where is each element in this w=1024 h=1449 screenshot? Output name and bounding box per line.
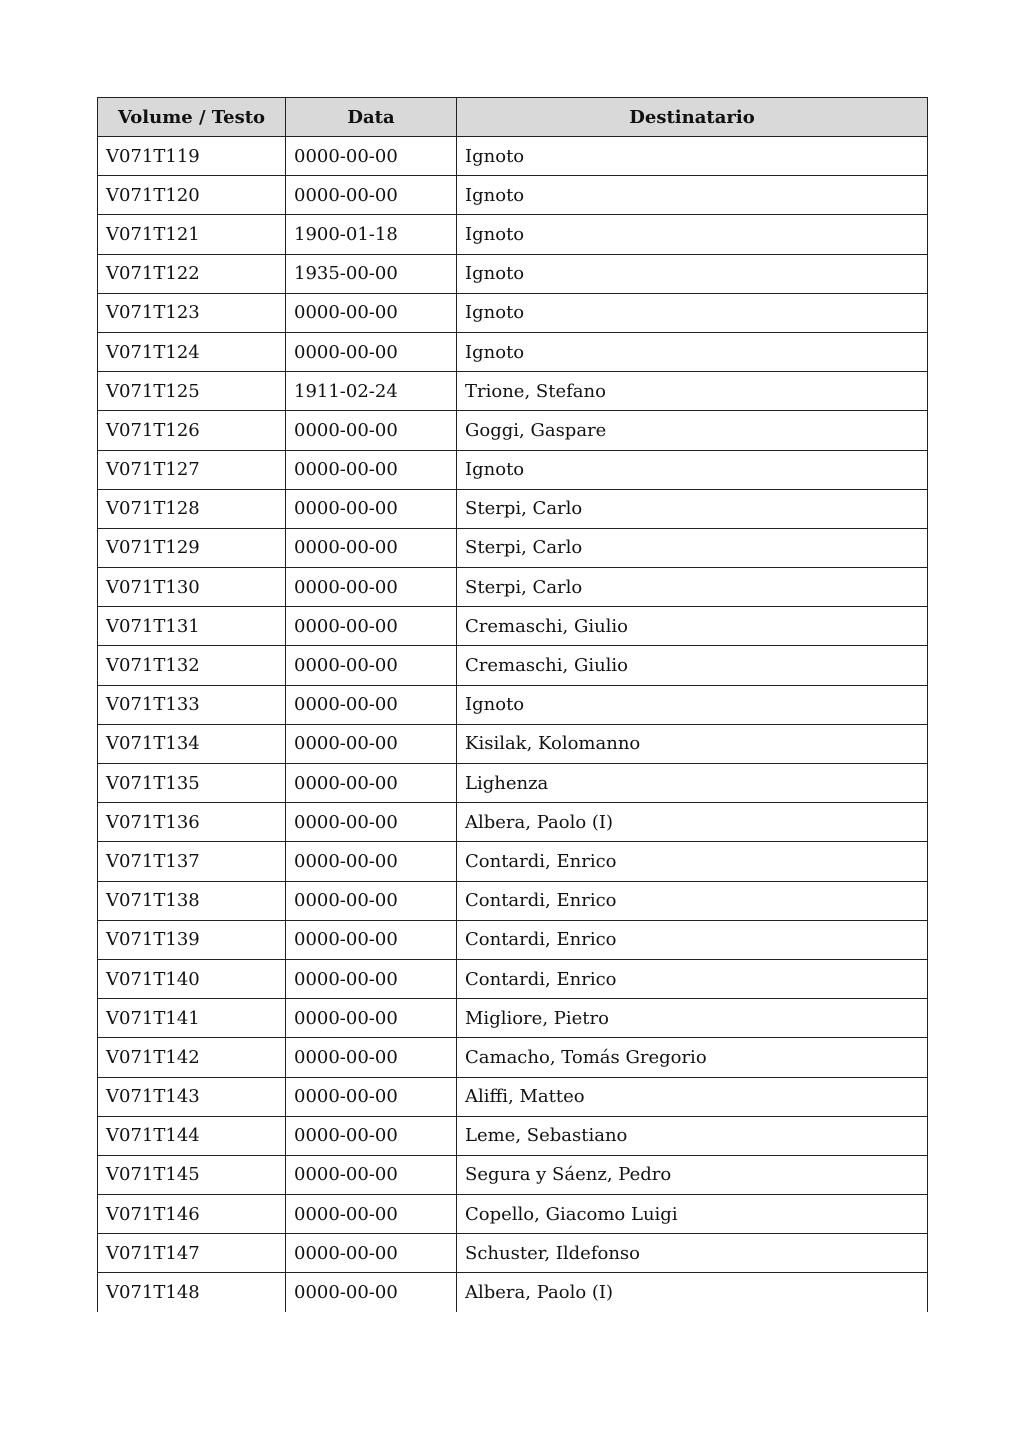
- cell-volume-testo: V071T120: [98, 176, 286, 215]
- cell-destinatario: Contardi, Enrico: [457, 959, 928, 998]
- cell-volume-testo: V071T128: [98, 489, 286, 528]
- cell-volume-testo: V071T146: [98, 1195, 286, 1234]
- cell-volume-testo: V071T139: [98, 920, 286, 959]
- cell-destinatario: Ignoto: [457, 254, 928, 293]
- table-row: [98, 724, 928, 763]
- cell-volume-testo: V071T125: [98, 372, 286, 411]
- cell-data: 0000-00-00: [286, 959, 457, 998]
- cell-destinatario: Cremaschi, Giulio: [457, 646, 928, 685]
- table-row: [98, 293, 928, 332]
- cell-destinatario: Cremaschi, Giulio: [457, 607, 928, 646]
- cell-destinatario: Ignoto: [457, 293, 928, 332]
- table-row: [98, 215, 928, 254]
- cell-destinatario: Contardi, Enrico: [457, 920, 928, 959]
- cell-destinatario: Lighenza: [457, 764, 928, 803]
- cell-data: 0000-00-00: [286, 137, 457, 176]
- cell-volume-testo: V071T123: [98, 293, 286, 332]
- cell-volume-testo: V071T121: [98, 215, 286, 254]
- cell-destinatario: Camacho, Tomás Gregorio: [457, 1038, 928, 1077]
- cell-data: 0000-00-00: [286, 607, 457, 646]
- cell-destinatario: Migliore, Pietro: [457, 999, 928, 1038]
- table-row: [98, 1195, 928, 1234]
- cell-destinatario: Sterpi, Carlo: [457, 568, 928, 607]
- table-row: [98, 842, 928, 881]
- cell-data: 0000-00-00: [286, 568, 457, 607]
- table-row: [98, 646, 928, 685]
- cell-data: 0000-00-00: [286, 528, 457, 567]
- header-destinatario: Destinatario: [457, 98, 928, 137]
- table-row: [98, 999, 928, 1038]
- cell-destinatario: Ignoto: [457, 215, 928, 254]
- cell-destinatario: Copello, Giacomo Luigi: [457, 1195, 928, 1234]
- cell-destinatario: Contardi, Enrico: [457, 881, 928, 920]
- cell-volume-testo: V071T140: [98, 959, 286, 998]
- cell-data: 0000-00-00: [286, 1038, 457, 1077]
- cell-data: 0000-00-00: [286, 646, 457, 685]
- cell-volume-testo: V071T124: [98, 332, 286, 371]
- table-row: [98, 881, 928, 920]
- cell-data: 0000-00-00: [286, 803, 457, 842]
- cell-destinatario: Trione, Stefano: [457, 372, 928, 411]
- cell-data: 0000-00-00: [286, 999, 457, 1038]
- table-row: [98, 685, 928, 724]
- cell-destinatario: Ignoto: [457, 450, 928, 489]
- cell-data: 0000-00-00: [286, 450, 457, 489]
- cell-volume-testo: V071T131: [98, 607, 286, 646]
- header-volume-testo: Volume / Testo: [98, 98, 286, 137]
- table-row: [98, 1077, 928, 1116]
- table-row: [98, 450, 928, 489]
- cell-volume-testo: V071T143: [98, 1077, 286, 1116]
- cell-destinatario: Ignoto: [457, 332, 928, 371]
- table-row: [98, 176, 928, 215]
- cell-destinatario: Albera, Paolo (I): [457, 1273, 928, 1312]
- table-row: [98, 1155, 928, 1194]
- table-row: [98, 254, 928, 293]
- cell-volume-testo: V071T129: [98, 528, 286, 567]
- cell-volume-testo: V071T141: [98, 999, 286, 1038]
- cell-data: 1900-01-18: [286, 215, 457, 254]
- table-header: [98, 98, 928, 137]
- table-row: [98, 920, 928, 959]
- cell-destinatario: Leme, Sebastiano: [457, 1116, 928, 1155]
- cell-destinatario: Sterpi, Carlo: [457, 489, 928, 528]
- cell-volume-testo: V071T148: [98, 1273, 286, 1312]
- cell-destinatario: Segura y Sáenz, Pedro: [457, 1155, 928, 1194]
- cell-volume-testo: V071T135: [98, 764, 286, 803]
- cell-volume-testo: V071T119: [98, 137, 286, 176]
- cell-volume-testo: V071T136: [98, 803, 286, 842]
- cell-destinatario: Goggi, Gaspare: [457, 411, 928, 450]
- cell-data: 0000-00-00: [286, 293, 457, 332]
- table-row: [98, 137, 928, 176]
- cell-destinatario: Ignoto: [457, 176, 928, 215]
- cell-destinatario: Kisilak, Kolomanno: [457, 724, 928, 763]
- cell-destinatario: Albera, Paolo (I): [457, 803, 928, 842]
- cell-destinatario: Ignoto: [457, 685, 928, 724]
- cell-data: 0000-00-00: [286, 489, 457, 528]
- table-row: [98, 411, 928, 450]
- cell-volume-testo: V071T133: [98, 685, 286, 724]
- cell-data: 0000-00-00: [286, 724, 457, 763]
- cell-destinatario: Schuster, Ildefonso: [457, 1234, 928, 1273]
- cell-volume-testo: V071T132: [98, 646, 286, 685]
- cell-volume-testo: V071T147: [98, 1234, 286, 1273]
- cell-data: 0000-00-00: [286, 1155, 457, 1194]
- cell-destinatario: Contardi, Enrico: [457, 842, 928, 881]
- table-row: [98, 1116, 928, 1155]
- table-body: [98, 137, 928, 1313]
- cell-data: 0000-00-00: [286, 1116, 457, 1155]
- table-row: [98, 764, 928, 803]
- cell-volume-testo: V071T130: [98, 568, 286, 607]
- cell-data: 0000-00-00: [286, 685, 457, 724]
- cell-data: 0000-00-00: [286, 920, 457, 959]
- cell-data: 1911-02-24: [286, 372, 457, 411]
- letters-table: [97, 97, 928, 1312]
- table-row: [98, 959, 928, 998]
- cell-volume-testo: V071T142: [98, 1038, 286, 1077]
- cell-volume-testo: V071T134: [98, 724, 286, 763]
- header-row: [98, 98, 928, 137]
- table-row: [98, 607, 928, 646]
- cell-data: 0000-00-00: [286, 842, 457, 881]
- cell-volume-testo: V071T144: [98, 1116, 286, 1155]
- table-row: [98, 528, 928, 567]
- header-data: Data: [286, 98, 457, 137]
- table-row: [98, 489, 928, 528]
- table-row: [98, 372, 928, 411]
- cell-destinatario: Sterpi, Carlo: [457, 528, 928, 567]
- cell-data: 0000-00-00: [286, 764, 457, 803]
- cell-volume-testo: V071T145: [98, 1155, 286, 1194]
- cell-data: 0000-00-00: [286, 176, 457, 215]
- cell-volume-testo: V071T127: [98, 450, 286, 489]
- cell-data: 1935-00-00: [286, 254, 457, 293]
- cell-data: 0000-00-00: [286, 1273, 457, 1312]
- table-row: [98, 1273, 928, 1312]
- table-row: [98, 332, 928, 371]
- cell-data: 0000-00-00: [286, 411, 457, 450]
- cell-data: 0000-00-00: [286, 881, 457, 920]
- table-row: [98, 1234, 928, 1273]
- cell-destinatario: Aliffi, Matteo: [457, 1077, 928, 1116]
- cell-data: 0000-00-00: [286, 1195, 457, 1234]
- cell-volume-testo: V071T126: [98, 411, 286, 450]
- table-row: [98, 1038, 928, 1077]
- table-row: [98, 568, 928, 607]
- cell-volume-testo: V071T137: [98, 842, 286, 881]
- cell-volume-testo: V071T122: [98, 254, 286, 293]
- cell-data: 0000-00-00: [286, 332, 457, 371]
- cell-destinatario: Ignoto: [457, 137, 928, 176]
- cell-data: 0000-00-00: [286, 1234, 457, 1273]
- cell-volume-testo: V071T138: [98, 881, 286, 920]
- table-row: [98, 803, 928, 842]
- cell-data: 0000-00-00: [286, 1077, 457, 1116]
